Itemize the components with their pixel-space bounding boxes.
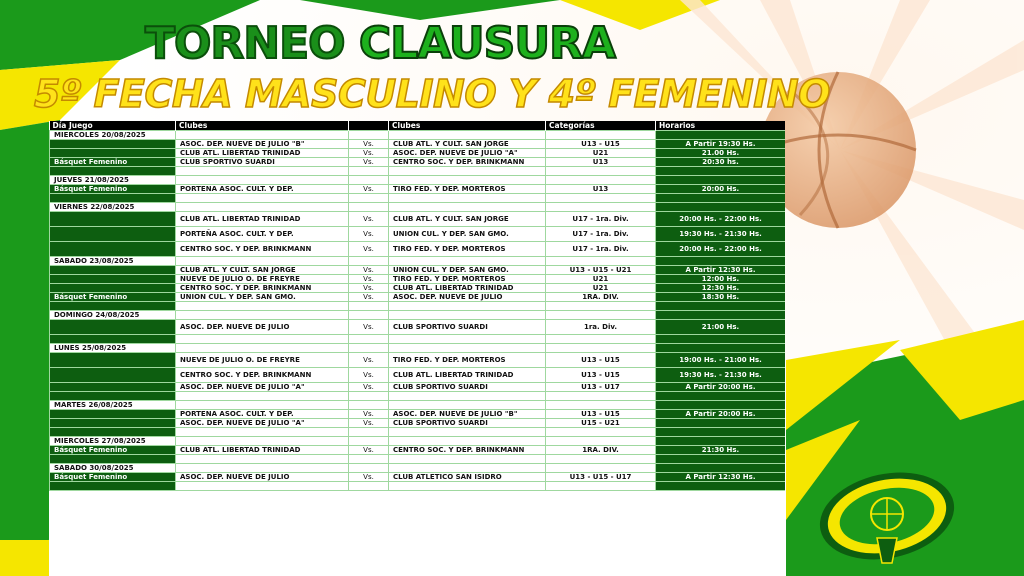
cell-empty <box>176 437 349 446</box>
match-row <box>50 473 786 482</box>
header-horarios: Horarios <box>656 121 786 131</box>
match-row <box>50 275 786 284</box>
day-header-row <box>50 257 786 266</box>
category: U13 - U15 - U21 <box>546 266 656 275</box>
cell-empty <box>546 203 656 212</box>
match-day-note <box>50 140 176 149</box>
cell-empty <box>546 257 656 266</box>
cell-empty <box>176 401 349 410</box>
away-club: CENTRO SOC. Y DEP. BRINKMANN <box>389 158 546 167</box>
header-clubes-local: Clubes <box>176 121 349 131</box>
cell-empty <box>176 428 349 437</box>
schedule-table <box>49 121 785 491</box>
cell-empty <box>389 194 546 203</box>
cell-empty <box>389 335 546 344</box>
cell-empty <box>176 302 349 311</box>
away-club: TIRO FED. Y DEP. MORTEROS <box>389 275 546 284</box>
schedule-time: A Partir 20:00 Hs. <box>656 410 786 419</box>
category: U13 - U17 <box>546 383 656 392</box>
cell-empty <box>656 311 786 320</box>
cell-empty <box>176 344 349 353</box>
day-header-row <box>50 311 786 320</box>
home-club: ASOC. DEP. NUEVE DE JULIO <box>176 320 349 335</box>
match-row <box>50 149 786 158</box>
cell-empty <box>389 428 546 437</box>
cell-empty <box>176 194 349 203</box>
category: U15 - U21 <box>546 419 656 428</box>
home-club: CLUB ATL. Y CULT. SAN JORGE <box>176 266 349 275</box>
schedule-time: 20:00 Hs. <box>656 185 786 194</box>
cell-empty <box>349 344 389 353</box>
cell-empty <box>389 464 546 473</box>
match-row <box>50 242 786 257</box>
vs-label: Vs. <box>349 473 389 482</box>
vs-label: Vs. <box>349 446 389 455</box>
spacer-row <box>50 482 786 491</box>
day-header-row <box>50 344 786 353</box>
home-club: PORTEÑA ASOC. CULT. Y DEP. <box>176 410 349 419</box>
schedule-time: 20:30 hs. <box>656 158 786 167</box>
away-club: TIRO FED. Y DEP. MORTEROS <box>389 185 546 194</box>
cell-empty <box>50 302 176 311</box>
cell-empty <box>656 482 786 491</box>
cell-empty <box>546 302 656 311</box>
vs-label: Vs. <box>349 353 389 368</box>
cell-empty <box>349 167 389 176</box>
away-club: ASOC. DEP. NUEVE DE JULIO "B" <box>389 410 546 419</box>
day-header-row <box>50 401 786 410</box>
cell-empty <box>546 401 656 410</box>
schedule-time: A Partir 19:30 Hs. <box>656 140 786 149</box>
category: U13 - U15 - U17 <box>546 473 656 482</box>
cell-empty <box>656 464 786 473</box>
cell-empty <box>656 203 786 212</box>
title-line1 <box>0 18 760 69</box>
table-header-row <box>50 121 786 131</box>
away-club: CLUB ATL. Y CULT. SAN JORGE <box>389 212 546 227</box>
cell-empty <box>349 131 389 140</box>
cell-empty <box>656 401 786 410</box>
spacer-row <box>50 167 786 176</box>
day-header-row <box>50 437 786 446</box>
category: 1RA. DIV. <box>546 446 656 455</box>
away-club: CLUB SPORTIVO SUARDI <box>389 383 546 392</box>
match-day-note <box>50 419 176 428</box>
match-day-note: Básquet Femenino <box>50 293 176 302</box>
cell-empty <box>176 131 349 140</box>
day-label: MIERCOLES 20/08/2025 <box>50 131 176 140</box>
match-day-note <box>50 353 176 368</box>
match-row <box>50 185 786 194</box>
match-day-note <box>50 242 176 257</box>
match-row <box>50 158 786 167</box>
cell-empty <box>656 176 786 185</box>
cell-empty <box>546 455 656 464</box>
cell-empty <box>389 257 546 266</box>
category: U17 - 1ra. Div. <box>546 242 656 257</box>
cell-empty <box>656 437 786 446</box>
title-clausura: CLAUSURA <box>358 18 616 69</box>
match-day-note: Básquet Femenino <box>50 185 176 194</box>
spacer-row <box>50 455 786 464</box>
schedule-time: 21:00 Hs. <box>656 320 786 335</box>
spacer-row <box>50 302 786 311</box>
away-club: CLUB ATL. LIBERTAD TRINIDAD <box>389 368 546 383</box>
category: U17 - 1ra. Div. <box>546 212 656 227</box>
cell-empty <box>176 167 349 176</box>
cell-empty <box>656 392 786 401</box>
cell-empty <box>656 344 786 353</box>
category: U13 - U15 <box>546 368 656 383</box>
cell-empty <box>656 455 786 464</box>
association-logo <box>812 468 962 568</box>
cell-empty <box>176 335 349 344</box>
cell-empty <box>656 194 786 203</box>
home-club: CLUB ATL. LIBERTAD TRINIDAD <box>176 149 349 158</box>
match-day-note: Básquet Femenino <box>50 158 176 167</box>
cell-empty <box>389 455 546 464</box>
home-club: CENTRO SOC. Y DEP. BRINKMANN <box>176 242 349 257</box>
day-label: VIERNES 22/08/2025 <box>50 203 176 212</box>
match-day-note <box>50 320 176 335</box>
match-row <box>50 419 786 428</box>
cell-empty <box>656 167 786 176</box>
match-row <box>50 446 786 455</box>
category: U21 <box>546 149 656 158</box>
vs-label: Vs. <box>349 368 389 383</box>
vs-label: Vs. <box>349 140 389 149</box>
category: U21 <box>546 284 656 293</box>
cell-empty <box>349 257 389 266</box>
cell-empty <box>349 464 389 473</box>
schedule-time: A Partir 12:30 Hs. <box>656 266 786 275</box>
spacer-row <box>50 428 786 437</box>
cell-empty <box>389 176 546 185</box>
home-club: ASOC. DEP. NUEVE DE JULIO "A" <box>176 419 349 428</box>
home-club: CLUB ATL. LIBERTAD TRINIDAD <box>176 212 349 227</box>
away-club: CLUB ATLETICO SAN ISIDRO <box>389 473 546 482</box>
match-day-note <box>50 266 176 275</box>
cell-empty <box>349 194 389 203</box>
cell-empty <box>546 482 656 491</box>
schedule-time: 12:00 Hs. <box>656 275 786 284</box>
cell-empty <box>389 311 546 320</box>
schedule-time: A Partir 20:00 Hs. <box>656 383 786 392</box>
schedule-time: 20:00 Hs. - 22:00 Hs. <box>656 242 786 257</box>
cell-empty <box>389 302 546 311</box>
cell-empty <box>546 167 656 176</box>
cell-empty <box>349 455 389 464</box>
cell-empty <box>349 401 389 410</box>
cell-empty <box>389 131 546 140</box>
cell-empty <box>546 428 656 437</box>
cell-empty <box>389 392 546 401</box>
away-club: UNION CUL. Y DEP. SAN GMO. <box>389 227 546 242</box>
match-day-note <box>50 275 176 284</box>
schedule-time: 21.00 Hs. <box>656 149 786 158</box>
cell-empty <box>389 401 546 410</box>
header-dia: Día Juego <box>50 121 176 131</box>
match-day-note <box>50 284 176 293</box>
cell-empty <box>656 131 786 140</box>
vs-label: Vs. <box>349 212 389 227</box>
match-row <box>50 293 786 302</box>
home-club: UNION CUL. Y DEP. SAN GMO. <box>176 293 349 302</box>
away-club: ASOC. DEP. NUEVE DE JULIO "A" <box>389 149 546 158</box>
away-club: CLUB ATL. Y CULT. SAN JORGE <box>389 140 546 149</box>
vs-label: Vs. <box>349 266 389 275</box>
day-header-row <box>50 464 786 473</box>
category: U21 <box>546 275 656 284</box>
day-label: SABADO 23/08/2025 <box>50 257 176 266</box>
cell-empty <box>656 302 786 311</box>
cell-empty <box>389 344 546 353</box>
cell-empty <box>546 176 656 185</box>
schedule-table-container <box>49 121 785 562</box>
category: U13 <box>546 185 656 194</box>
away-club: CLUB SPORTIVO SUARDI <box>389 320 546 335</box>
match-day-note: Básquet Femenino <box>50 446 176 455</box>
match-row <box>50 284 786 293</box>
spacer-row <box>50 194 786 203</box>
cell-empty <box>349 392 389 401</box>
vs-label: Vs. <box>349 185 389 194</box>
day-label: MIERCOLES 27/08/2025 <box>50 437 176 446</box>
cell-empty <box>50 194 176 203</box>
cell-empty <box>349 203 389 212</box>
match-row <box>50 368 786 383</box>
home-club: CENTRO SOC. Y DEP. BRINKMANN <box>176 368 349 383</box>
match-day-note <box>50 227 176 242</box>
cell-empty <box>546 311 656 320</box>
home-club: CLUB ATL. LIBERTAD TRINIDAD <box>176 446 349 455</box>
day-label: DOMINGO 24/08/2025 <box>50 311 176 320</box>
title-torneo: TORNEO <box>144 18 345 69</box>
day-header-row <box>50 176 786 185</box>
cell-empty <box>176 311 349 320</box>
cell-empty <box>349 428 389 437</box>
category: 1RA. DIV. <box>546 293 656 302</box>
day-label: SABADO 30/08/2025 <box>50 464 176 473</box>
match-day-note <box>50 368 176 383</box>
cell-empty <box>546 194 656 203</box>
table-body <box>50 131 786 491</box>
cell-empty <box>349 176 389 185</box>
header-categorias: Categorías <box>546 121 656 131</box>
cell-empty <box>389 482 546 491</box>
cell-empty <box>546 437 656 446</box>
cell-empty <box>50 482 176 491</box>
schedule-time: 12:30 Hs. <box>656 284 786 293</box>
schedule-time: 19:30 Hs. - 21:30 Hs. <box>656 227 786 242</box>
category: U13 <box>546 158 656 167</box>
cell-empty <box>656 428 786 437</box>
day-header-row <box>50 131 786 140</box>
header-vs <box>349 121 389 131</box>
category: U17 - 1ra. Div. <box>546 227 656 242</box>
schedule-time: 19:30 Hs. - 21:30 Hs. <box>656 368 786 383</box>
cell-empty <box>349 482 389 491</box>
away-club: TIRO FED. Y DEP. MORTEROS <box>389 242 546 257</box>
schedule-time: 21:30 Hs. <box>656 446 786 455</box>
schedule-time: 19:00 Hs. - 21:00 Hs. <box>656 353 786 368</box>
day-label: LUNES 25/08/2025 <box>50 344 176 353</box>
home-club: ASOC. DEP. NUEVE DE JULIO "B" <box>176 140 349 149</box>
match-day-note <box>50 212 176 227</box>
home-club: NUEVE DE JULIO O. DE FREYRE <box>176 275 349 284</box>
away-club: CLUB SPORTIVO SUARDI <box>389 419 546 428</box>
match-day-note <box>50 383 176 392</box>
cell-empty <box>349 335 389 344</box>
day-label: JUEVES 21/08/2025 <box>50 176 176 185</box>
cell-empty <box>546 392 656 401</box>
cell-empty <box>50 428 176 437</box>
match-row <box>50 212 786 227</box>
cell-empty <box>546 131 656 140</box>
match-row <box>50 410 786 419</box>
cell-empty <box>176 482 349 491</box>
cell-empty <box>176 176 349 185</box>
schedule-time <box>656 419 786 428</box>
cell-empty <box>349 302 389 311</box>
spacer-row <box>50 392 786 401</box>
home-club: PORTEÑA ASOC. CULT. Y DEP. <box>176 227 349 242</box>
match-day-note <box>50 410 176 419</box>
away-club: UNION CUL. Y DEP. SAN GMO. <box>389 266 546 275</box>
cell-empty <box>546 335 656 344</box>
cell-empty <box>176 257 349 266</box>
cell-empty <box>50 167 176 176</box>
match-row <box>50 140 786 149</box>
vs-label: Vs. <box>349 242 389 257</box>
cell-empty <box>546 344 656 353</box>
category: U13 - U15 <box>546 353 656 368</box>
vs-label: Vs. <box>349 149 389 158</box>
header-clubes-visitante: Clubes <box>389 121 546 131</box>
home-club: ASOC. DEP. NUEVE DE JULIO "A" <box>176 383 349 392</box>
cell-empty <box>176 464 349 473</box>
vs-label: Vs. <box>349 158 389 167</box>
cell-empty <box>50 455 176 464</box>
day-header-row <box>50 203 786 212</box>
home-club: ASOC. DEP. NUEVE DE JULIO <box>176 473 349 482</box>
vs-label: Vs. <box>349 275 389 284</box>
cell-empty <box>546 464 656 473</box>
cell-empty <box>349 311 389 320</box>
match-row <box>50 383 786 392</box>
match-row <box>50 320 786 335</box>
schedule-time: A Partir 12:30 Hs. <box>656 473 786 482</box>
away-club: ASOC. DEP. NUEVE DE JULIO <box>389 293 546 302</box>
spacer-row <box>50 335 786 344</box>
cell-empty <box>656 257 786 266</box>
match-day-note <box>50 149 176 158</box>
category: 1ra. Div. <box>546 320 656 335</box>
schedule-time: 18:30 Hs. <box>656 293 786 302</box>
category: U13 - U15 <box>546 140 656 149</box>
away-club: TIRO FED. Y DEP. MORTEROS <box>389 353 546 368</box>
cell-empty <box>50 392 176 401</box>
category: U13 - U15 <box>546 410 656 419</box>
vs-label: Vs. <box>349 227 389 242</box>
cell-empty <box>389 437 546 446</box>
title-line2: 5º FECHA MASCULINO Y 4º FEMENINO <box>34 72 830 116</box>
vs-label: Vs. <box>349 419 389 428</box>
vs-label: Vs. <box>349 410 389 419</box>
cell-empty <box>656 335 786 344</box>
cell-empty <box>176 455 349 464</box>
cell-empty <box>50 335 176 344</box>
cell-empty <box>349 437 389 446</box>
schedule-time: 20:00 Hs. - 22:00 Hs. <box>656 212 786 227</box>
match-row <box>50 353 786 368</box>
home-club: CLUB SPORTIVO SUARDI <box>176 158 349 167</box>
away-club: CENTRO SOC. Y DEP. BRINKMANN <box>389 446 546 455</box>
home-club: PORTEÑA ASOC. CULT. Y DEP. <box>176 185 349 194</box>
cell-empty <box>176 392 349 401</box>
match-row <box>50 266 786 275</box>
vs-label: Vs. <box>349 320 389 335</box>
vs-label: Vs. <box>349 383 389 392</box>
home-club: NUEVE DE JULIO O. DE FREYRE <box>176 353 349 368</box>
vs-label: Vs. <box>349 293 389 302</box>
cell-empty <box>176 203 349 212</box>
away-club: CLUB ATL. LIBERTAD TRINIDAD <box>389 284 546 293</box>
day-label: MARTES 26/08/2025 <box>50 401 176 410</box>
match-row <box>50 227 786 242</box>
vs-label: Vs. <box>349 284 389 293</box>
cell-empty <box>389 203 546 212</box>
match-day-note: Básquet Femenino <box>50 473 176 482</box>
cell-empty <box>389 167 546 176</box>
home-club: CENTRO SOC. Y DEP. BRINKMANN <box>176 284 349 293</box>
